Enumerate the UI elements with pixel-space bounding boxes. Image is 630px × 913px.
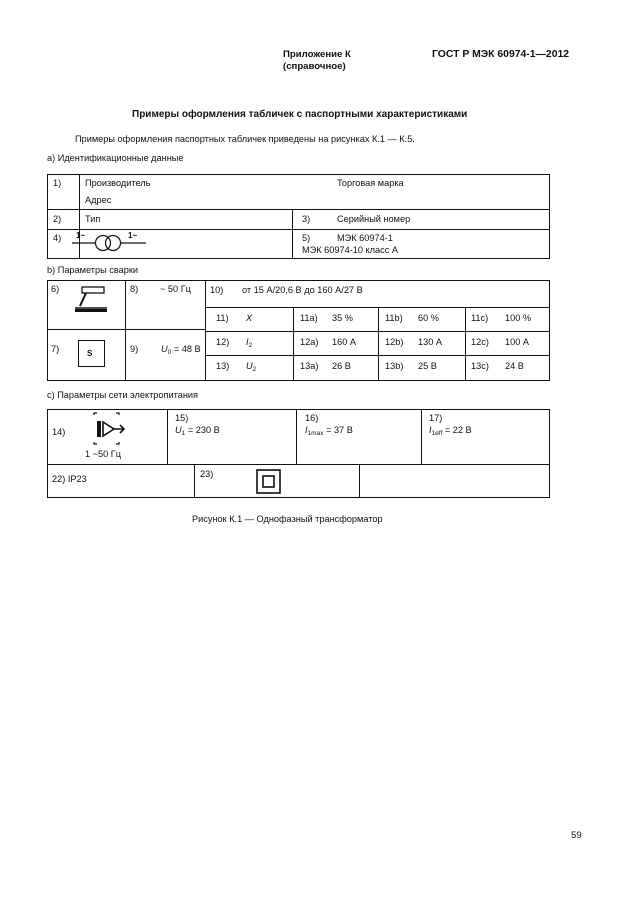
manufacturer: Производитель xyxy=(85,178,151,188)
value-12b: 130 А xyxy=(418,337,443,347)
plug-icon xyxy=(91,413,131,449)
cell-12: 12) xyxy=(216,337,230,347)
page-number: 59 xyxy=(571,830,582,841)
effective-supply-current: $I_{1eff} = 22$ В xyxy=(429,425,472,437)
intro-text: Примеры оформления паспортных табличек приведены на рисунках К.1 — К.5. xyxy=(75,134,415,144)
value-12a: 160 А xyxy=(332,337,357,347)
value-12c: 100 А xyxy=(505,337,530,347)
figure-caption: Рисунок К.1 — Однофазный трансформатор xyxy=(192,514,383,524)
cell-13a: 13a) xyxy=(300,361,319,371)
cell-13c: 13c) xyxy=(471,361,489,371)
frequency: ~ 50 Гц xyxy=(160,284,191,294)
standard-ref-2: МЭК 60974-10 класс А xyxy=(302,245,399,255)
current-range: от 15 А/20,6 В до 160 А/27 В xyxy=(242,285,363,295)
cell-12c: 12c) xyxy=(471,337,489,347)
cell-11c: 11c) xyxy=(471,313,489,323)
s-symbol: S xyxy=(87,349,93,358)
cell-11a: 11a) xyxy=(300,313,318,323)
cell-11: 11) xyxy=(216,313,229,323)
cell-3: 3) xyxy=(302,214,311,224)
value-13c: 24 В xyxy=(505,361,524,371)
cell-12b: 12b) xyxy=(385,337,404,347)
duty-cycle-symbol: X xyxy=(246,313,253,323)
cell-4: 4) xyxy=(53,233,62,243)
cell-13: 13) xyxy=(216,361,230,371)
appendix-title: Приложение К xyxy=(283,49,351,60)
cell-2: 2) xyxy=(53,214,62,224)
secondary-phase-label: 1~ xyxy=(128,231,138,240)
max-supply-current: $I_{1max} = 37$ В xyxy=(305,425,353,437)
type-label: Тип xyxy=(85,214,101,224)
cell-5: 5) xyxy=(302,233,311,243)
page-heading: Примеры оформления табличек с паспортными характеристиками xyxy=(132,109,468,120)
cell-7: 7) xyxy=(51,344,60,354)
primary-phase-label: 1~ xyxy=(76,231,86,240)
protection-degree: 22) IP23 xyxy=(52,474,87,484)
cell-16: 16) xyxy=(305,413,319,423)
cell-1: 1) xyxy=(53,178,62,188)
cell-17: 17) xyxy=(429,413,443,423)
address: Адрес xyxy=(85,195,112,205)
supply-phase: 1 ~50 Гц xyxy=(85,449,122,459)
cell-14: 14) xyxy=(52,427,66,437)
section-c-title: с) Параметры сети электропитания xyxy=(47,390,199,400)
standard-ref-1: МЭК 60974-1 xyxy=(337,233,393,243)
trademark: Торговая марка xyxy=(337,178,404,188)
supply-voltage: $U_1 = 230$ В xyxy=(175,425,220,437)
protection-class-ii-icon xyxy=(256,469,282,495)
appendix-subtitle: (справочное) xyxy=(283,61,346,72)
cell-9: 9) xyxy=(130,344,139,354)
cell-15: 15) xyxy=(175,413,189,423)
value-11c: 100 % xyxy=(505,313,532,323)
section-b-title: b) Параметры сварки xyxy=(47,265,138,275)
value-13a: 26 В xyxy=(332,361,351,371)
cell-13b: 13b) xyxy=(385,361,404,371)
value-11b: 60 % xyxy=(418,313,439,323)
cell-12a: 12a) xyxy=(300,337,319,347)
cell-23: 23) xyxy=(200,469,214,479)
value-13b: 25 В xyxy=(418,361,437,371)
value-11a: 35 % xyxy=(332,313,353,323)
transformer-icon xyxy=(72,232,152,256)
cell-11b: 11b) xyxy=(385,313,403,323)
welding-current-symbol: $I_2$ xyxy=(246,337,253,349)
cell-10: 10) xyxy=(210,285,224,295)
cell-8: 8) xyxy=(130,284,139,294)
no-load-voltage: $U_0 = 48$ В xyxy=(161,344,201,356)
section-a-title: а) Идентификационные данные xyxy=(47,153,184,163)
load-voltage-symbol: $U_2$ xyxy=(246,361,257,373)
serial-number: Серийный номер xyxy=(337,214,411,224)
cell-6: 6) xyxy=(51,284,60,294)
standard-number: ГОСТ Р МЭК 60974-1—2012 xyxy=(432,49,570,60)
transformer-process-icon xyxy=(72,286,112,316)
